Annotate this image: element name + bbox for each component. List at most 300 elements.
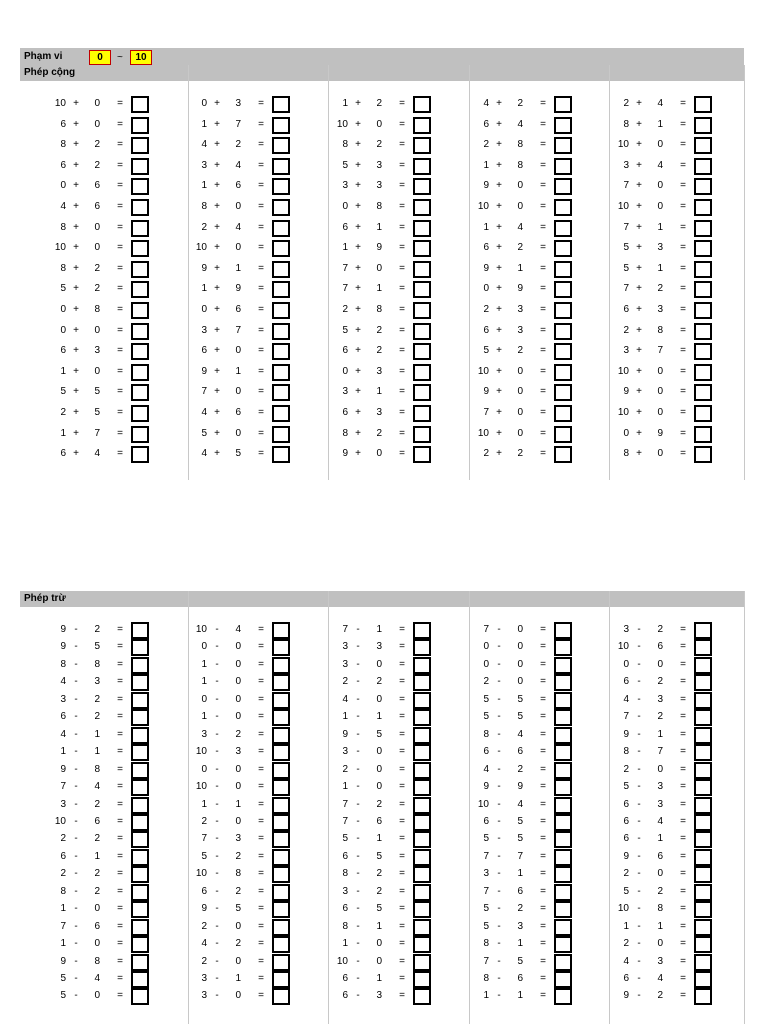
second-operand: 8 [94,955,100,967]
answer-box[interactable] [413,240,431,257]
answer-box[interactable] [413,849,431,866]
answer-box[interactable] [272,779,290,796]
first-operand: 7 [342,283,348,295]
answer-box[interactable] [131,96,149,113]
addition-problem-row [302,445,443,466]
first-operand: 8 [623,746,629,758]
second-operand: 0 [235,345,241,357]
answer-box[interactable] [413,919,431,936]
answer-box[interactable] [694,971,712,988]
equals-sign: = [680,711,686,723]
answer-box[interactable] [272,364,290,381]
operator-sign: - [497,693,501,705]
answer-box[interactable] [694,622,712,639]
second-operand: 1 [517,868,523,880]
first-operand: 2 [201,815,207,827]
first-operand: 9 [483,262,489,274]
first-operand: 6 [60,159,66,171]
answer-box[interactable] [131,622,149,639]
second-operand: 1 [94,728,100,740]
second-operand: 6 [235,180,241,192]
answer-box[interactable] [694,884,712,901]
first-operand: 7 [60,781,66,793]
answer-box[interactable] [272,302,290,319]
second-operand: 6 [94,201,100,212]
operator-sign: + [636,180,642,192]
answer-box[interactable] [413,199,431,216]
answer-box[interactable] [694,727,712,744]
answer-box[interactable] [413,674,431,691]
answer-box[interactable] [272,849,290,866]
answer-box[interactable] [272,405,290,422]
answer-box[interactable] [554,971,572,988]
answer-box[interactable] [131,240,149,257]
answer-box[interactable] [694,744,712,761]
second-operand: 3 [376,407,382,418]
equals-sign: = [399,221,405,233]
answer-box[interactable] [413,639,431,656]
operator-sign: + [496,242,502,254]
answer-box[interactable] [131,384,149,401]
addition-problem-row [302,404,443,425]
answer-box[interactable] [413,117,431,134]
answer-box[interactable] [694,797,712,814]
answer-box[interactable] [694,364,712,381]
operator-sign: + [355,304,361,315]
answer-box[interactable] [413,137,431,154]
answer-box[interactable] [694,779,712,796]
equals-sign: = [399,990,405,1002]
operator-sign: + [73,407,79,418]
first-operand: 8 [623,448,629,460]
second-operand: 0 [657,201,663,212]
answer-box[interactable] [413,988,431,1005]
operator-sign: + [73,448,79,460]
answer-box[interactable] [131,971,149,988]
answer-box[interactable] [272,988,290,1005]
answer-box[interactable] [272,639,290,656]
first-operand: 1 [60,427,66,439]
answer-box[interactable] [554,814,572,831]
answer-box[interactable] [131,657,149,674]
equals-sign: = [399,386,405,398]
answer-box[interactable] [694,762,712,779]
first-operand: 3 [483,868,489,880]
answer-box[interactable] [554,988,572,1005]
answer-box[interactable] [554,137,572,154]
answer-box[interactable] [554,384,572,401]
answer-box[interactable] [554,178,572,195]
answer-box[interactable] [413,446,431,463]
answer-box[interactable] [694,446,712,463]
answer-box[interactable] [554,744,572,761]
answer-box[interactable] [413,831,431,848]
answer-box[interactable] [694,831,712,848]
second-operand: 3 [94,345,100,357]
equals-sign: = [117,955,123,967]
equals-sign: = [680,427,686,439]
answer-box[interactable] [554,954,572,971]
answer-box[interactable] [554,446,572,463]
answer-box[interactable] [272,281,290,298]
equals-sign: = [399,903,405,915]
first-operand: 0 [60,180,66,192]
second-operand: 0 [657,658,663,670]
answer-box[interactable] [413,384,431,401]
answer-box[interactable] [272,323,290,340]
answer-box[interactable] [272,199,290,216]
answer-box[interactable] [272,674,290,691]
equals-sign: = [117,781,123,793]
operator-sign: + [355,98,361,109]
answer-box[interactable] [131,281,149,298]
equals-sign: = [680,201,686,212]
second-operand: 3 [517,324,523,336]
answer-box[interactable] [554,281,572,298]
answer-box[interactable] [554,364,572,381]
equals-sign: = [540,365,546,377]
answer-box[interactable] [131,919,149,936]
addition-problem-row [583,157,724,178]
answer-box[interactable] [554,657,572,674]
operator-sign: - [497,676,501,688]
answer-box[interactable] [413,323,431,340]
answer-box[interactable] [131,674,149,691]
answer-box[interactable] [554,261,572,278]
answer-box[interactable] [413,281,431,298]
answer-box[interactable] [694,674,712,691]
answer-box[interactable] [694,323,712,340]
answer-box[interactable] [554,622,572,639]
answer-box[interactable] [554,866,572,883]
first-operand: 5 [342,159,348,171]
answer-box[interactable] [131,709,149,726]
answer-box[interactable] [131,762,149,779]
answer-box[interactable] [554,343,572,360]
answer-box[interactable] [272,178,290,195]
addition-problem-row [583,280,724,301]
answer-box[interactable] [694,657,712,674]
range-max-value[interactable]: 10 [130,50,152,65]
answer-box[interactable] [694,281,712,298]
answer-box[interactable] [554,849,572,866]
answer-box[interactable] [554,199,572,216]
answer-box[interactable] [272,919,290,936]
answer-box[interactable] [131,117,149,134]
answer-box[interactable] [131,727,149,744]
addition-problem-row [443,95,584,116]
answer-box[interactable] [413,971,431,988]
second-operand: 5 [517,711,523,723]
equals-sign: = [540,386,546,398]
answer-box[interactable] [694,199,712,216]
answer-box[interactable] [272,692,290,709]
second-operand: 5 [94,641,100,653]
addition-problem-row [20,342,161,363]
answer-box[interactable] [694,901,712,918]
first-operand: 1 [342,938,348,950]
first-operand: 4 [201,139,207,151]
second-operand: 9 [657,427,663,439]
answer-box[interactable] [694,261,712,278]
first-operand: 10 [617,407,629,418]
answer-box[interactable] [413,709,431,726]
answer-box[interactable] [694,220,712,237]
answer-box[interactable] [554,936,572,953]
answer-box[interactable] [413,884,431,901]
answer-box[interactable] [413,261,431,278]
answer-box[interactable] [554,302,572,319]
answer-box[interactable] [413,866,431,883]
answer-box[interactable] [554,831,572,848]
answer-box[interactable] [413,954,431,971]
equals-sign: = [258,711,264,723]
answer-box[interactable] [272,936,290,953]
answer-box[interactable] [131,988,149,1005]
answer-box[interactable] [131,302,149,319]
answer-box[interactable] [272,96,290,113]
answer-box[interactable] [131,797,149,814]
operator-sign: - [74,973,78,984]
answer-box[interactable] [272,954,290,971]
first-operand: 4 [201,938,207,950]
answer-box[interactable] [413,762,431,779]
second-operand: 0 [235,990,241,1002]
answer-box[interactable] [694,849,712,866]
answer-box[interactable] [413,901,431,918]
answer-box[interactable] [694,137,712,154]
answer-box[interactable] [413,692,431,709]
answer-box[interactable] [413,96,431,113]
answer-box[interactable] [554,674,572,691]
answer-box[interactable] [554,779,572,796]
answer-box[interactable] [272,727,290,744]
first-operand: 7 [483,407,489,418]
answer-box[interactable] [131,639,149,656]
second-operand: 3 [657,693,663,705]
operator-sign: - [637,658,641,670]
answer-box[interactable] [694,384,712,401]
operator-sign: + [496,427,502,439]
answer-box[interactable] [131,178,149,195]
operator-sign: + [355,262,361,274]
answer-box[interactable] [694,96,712,113]
answer-box[interactable] [272,709,290,726]
answer-box[interactable] [554,692,572,709]
equals-sign: = [258,938,264,950]
answer-box[interactable] [272,762,290,779]
answer-box[interactable] [131,364,149,381]
answer-box[interactable] [272,744,290,761]
answer-box[interactable] [272,446,290,463]
operator-sign: - [356,728,360,740]
answer-box[interactable] [131,199,149,216]
answer-box[interactable] [131,220,149,237]
second-operand: 6 [517,973,523,984]
answer-box[interactable] [694,709,712,726]
answer-box[interactable] [413,302,431,319]
first-operand: 1 [342,98,348,109]
answer-box[interactable] [554,884,572,901]
answer-box[interactable] [272,384,290,401]
answer-box[interactable] [554,727,572,744]
answer-box[interactable] [554,901,572,918]
answer-box[interactable] [694,936,712,953]
answer-box[interactable] [131,692,149,709]
answer-box[interactable] [272,261,290,278]
answer-box[interactable] [694,866,712,883]
answer-box[interactable] [694,919,712,936]
operator-sign: + [214,159,220,171]
first-operand: 6 [342,850,348,862]
answer-box[interactable] [131,343,149,360]
answer-box[interactable] [413,657,431,674]
equals-sign: = [399,262,405,274]
first-operand: 9 [623,990,629,1002]
answer-box[interactable] [554,158,572,175]
equals-sign: = [117,850,123,862]
answer-box[interactable] [413,426,431,443]
answer-box[interactable] [272,426,290,443]
answer-box[interactable] [131,405,149,422]
answer-box[interactable] [131,446,149,463]
range-header-bar [20,48,744,65]
answer-box[interactable] [554,426,572,443]
equals-sign: = [399,98,405,109]
answer-box[interactable] [272,137,290,154]
operator-sign: + [355,118,361,130]
answer-box[interactable] [413,178,431,195]
answer-box[interactable] [272,158,290,175]
answer-box[interactable] [131,779,149,796]
second-operand: 2 [94,139,100,151]
answer-box[interactable] [554,117,572,134]
column-divider [744,591,745,1024]
answer-box[interactable] [272,814,290,831]
answer-box[interactable] [694,954,712,971]
answer-box[interactable] [272,971,290,988]
answer-box[interactable] [413,343,431,360]
answer-box[interactable] [131,261,149,278]
answer-box[interactable] [694,814,712,831]
answer-box[interactable] [554,639,572,656]
range-min-value[interactable]: 0 [89,50,111,65]
answer-box[interactable] [694,343,712,360]
answer-box[interactable] [272,343,290,360]
first-operand: 3 [60,798,66,810]
operator-sign: + [636,448,642,460]
first-operand: 7 [483,885,489,897]
operator-sign: + [355,345,361,357]
answer-box[interactable] [554,709,572,726]
first-operand: 8 [342,427,348,439]
equals-sign: = [540,763,546,775]
answer-box[interactable] [694,158,712,175]
second-operand: 3 [376,159,382,171]
answer-box[interactable] [413,744,431,761]
answer-box[interactable] [413,814,431,831]
operator-sign: - [74,763,78,775]
operator-sign: - [74,868,78,880]
answer-box[interactable] [131,954,149,971]
first-operand: 1 [60,938,66,950]
answer-box[interactable] [131,137,149,154]
answer-box[interactable] [413,220,431,237]
addition-problem-row [443,342,584,363]
answer-box[interactable] [694,639,712,656]
answer-box[interactable] [272,622,290,639]
answer-box[interactable] [131,849,149,866]
answer-box[interactable] [131,901,149,918]
equals-sign: = [399,365,405,377]
answer-box[interactable] [554,240,572,257]
second-operand: 3 [376,990,382,1002]
answer-box[interactable] [694,988,712,1005]
answer-box[interactable] [554,220,572,237]
answer-box[interactable] [272,657,290,674]
answer-box[interactable] [694,117,712,134]
answer-box[interactable] [413,622,431,639]
answer-box[interactable] [413,158,431,175]
answer-box[interactable] [131,323,149,340]
answer-box[interactable] [413,797,431,814]
addition-problem-row [302,301,443,322]
answer-box[interactable] [272,884,290,901]
answer-box[interactable] [694,426,712,443]
equals-sign: = [540,693,546,705]
answer-box[interactable] [694,240,712,257]
first-operand: 1 [201,676,207,688]
first-operand: 9 [60,624,66,635]
answer-box[interactable] [272,797,290,814]
answer-box[interactable] [554,96,572,113]
equals-sign: = [399,345,405,357]
equals-sign: = [117,139,123,151]
answer-box[interactable] [131,936,149,953]
answer-box[interactable] [131,831,149,848]
answer-box[interactable] [554,762,572,779]
answer-box[interactable] [554,405,572,422]
answer-box[interactable] [131,814,149,831]
equals-sign: = [540,781,546,793]
answer-box[interactable] [413,779,431,796]
answer-box[interactable] [694,405,712,422]
answer-box[interactable] [694,178,712,195]
answer-box[interactable] [413,405,431,422]
answer-box[interactable] [131,884,149,901]
answer-box[interactable] [131,744,149,761]
second-operand: 0 [235,920,241,932]
answer-box[interactable] [131,866,149,883]
answer-box[interactable] [413,727,431,744]
answer-box[interactable] [272,866,290,883]
answer-box[interactable] [554,919,572,936]
answer-box[interactable] [272,220,290,237]
answer-box[interactable] [272,831,290,848]
answer-box[interactable] [554,797,572,814]
answer-box[interactable] [272,240,290,257]
answer-box[interactable] [413,936,431,953]
answer-box[interactable] [694,302,712,319]
answer-box[interactable] [272,117,290,134]
answer-box[interactable] [694,692,712,709]
answer-box[interactable] [554,323,572,340]
answer-box[interactable] [131,158,149,175]
answer-box[interactable] [131,426,149,443]
answer-box[interactable] [413,364,431,381]
operator-sign: - [74,903,78,915]
answer-box[interactable] [272,901,290,918]
